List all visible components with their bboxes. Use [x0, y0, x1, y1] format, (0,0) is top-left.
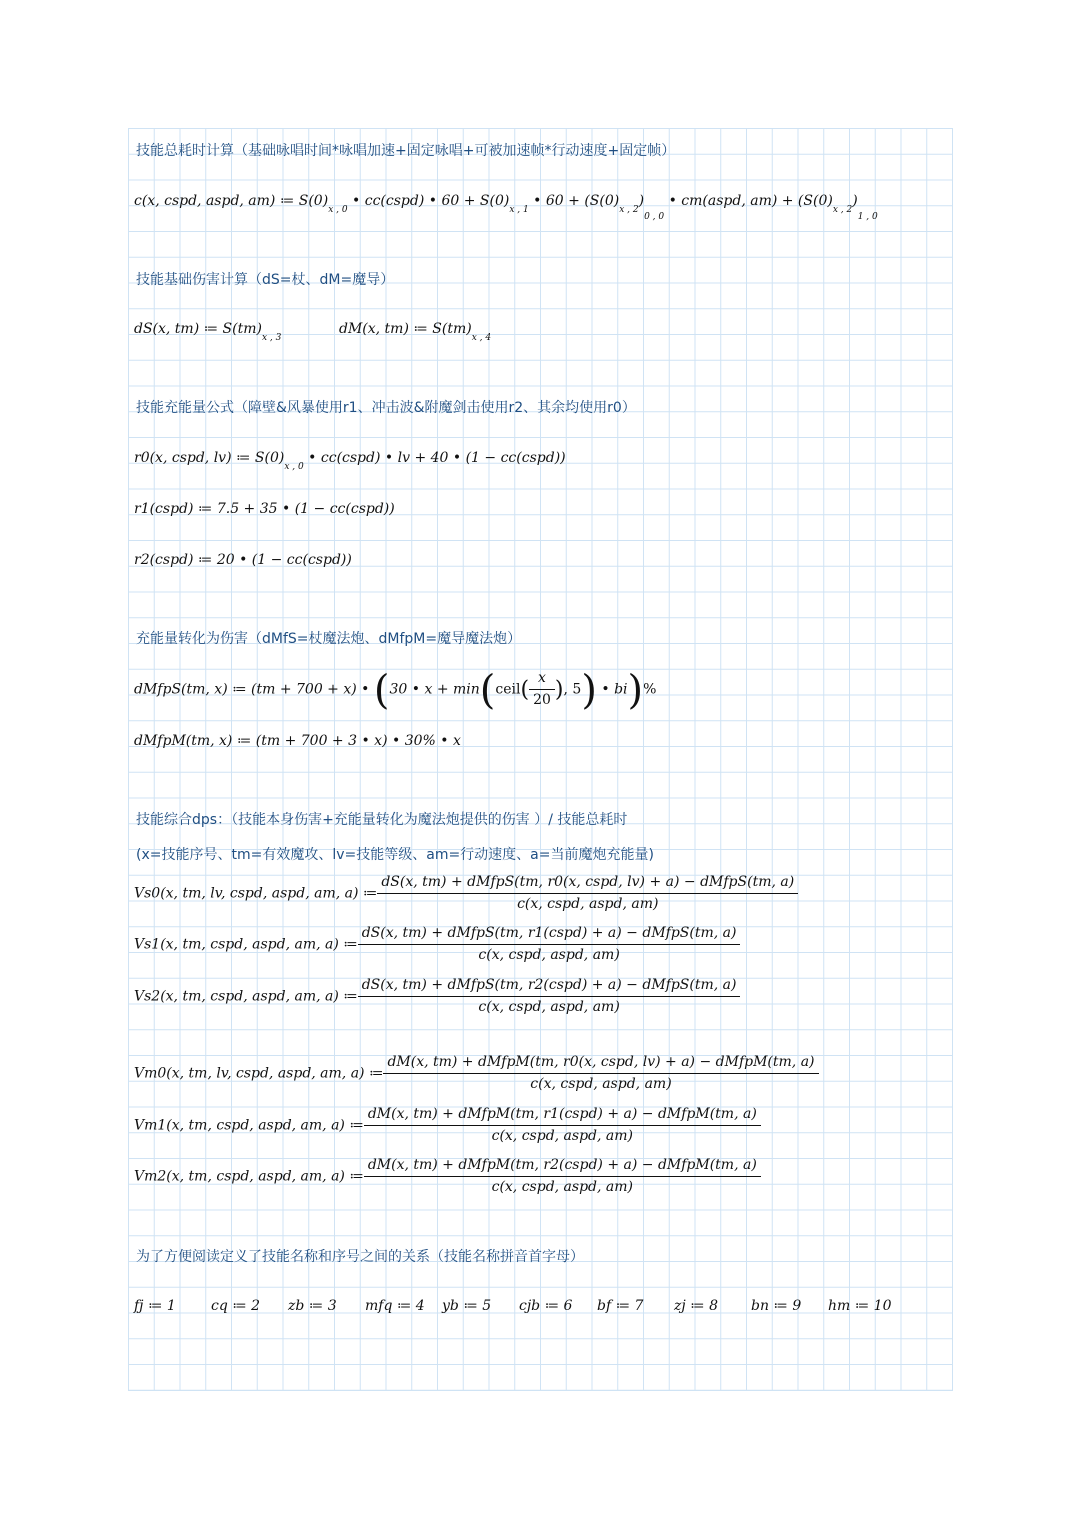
heading-charge-to-damage: 充能量转化为伤害（dMfS=杖魔法炮、dMfpM=魔导魔法炮） [136, 631, 522, 647]
formula-dS: dS(x, tm) ≔ $S(tm)_{x , 3}$ [134, 321, 282, 343]
formula-vs1: Vs1(x, tm, cspd, aspd, am, a) ≔ $\frac{\text{dS(x, tm) + dMfpS(tm, r1(cspd) + a) − dMfpS(tm, a)}}{\text{c(x, cspd, aspd, am)}}$ [134, 925, 740, 964]
skill-def-fj: fj ≔ 1 [134, 1298, 176, 1314]
formula-r2: r2(cspd) ≔ 20 • (1 − cc(cspd)) [134, 552, 352, 568]
skill-def-hm: hm ≔ 10 [828, 1298, 892, 1314]
heading-skill-mapping: 为了方便阅读定义了技能名称和序号之间的关系（技能名称拼音首字母） [136, 1249, 584, 1265]
heading-charge: 技能充能量公式（障壁&风暴使用r1、冲击波&附魔剑击使用r2、其余均使用r0） [136, 400, 636, 416]
formula-vm1: Vm1(x, tm, cspd, aspd, am, a) ≔ $\frac{\text{dM(x, tm) + dMfpM(tm, r1(cspd) + a) − dMfpM(tm, a)}}{\text{c(x, cspd, aspd, am)}}$ [134, 1106, 761, 1145]
heading-base-damage: 技能基础伤害计算（dS=杖、dM=魔导） [136, 272, 395, 288]
formula-c: c(x, cspd, aspd, am) ≔ $S(0)_{x , 0}$ • cc(cspd) • $60 + S(0)_{x , 1}$ • $60 + (S(0)_{x , 2})_{0 , 0}$ • cm(aspd, $am) + (S(0)_{x , 2})_{1 , 0}$ [134, 193, 878, 222]
formula-vs0: Vs0(x, tm, lv, cspd, aspd, am, a) ≔ $\frac{\text{dS(x, tm) + dMfpS(tm, r0(x, cspd, lv) + a) − dMfpS(tm, a)}}{\text{c(x, cspd, aspd, am)}}$ [134, 874, 798, 913]
skill-def-mfq: mfq ≔ 4 [365, 1298, 425, 1314]
skill-def-cjb: cjb ≔ 6 [519, 1298, 573, 1314]
skill-def-bf: bf ≔ 7 [597, 1298, 644, 1314]
formula-vm0: Vm0(x, tm, lv, cspd, aspd, am, a) ≔ $\frac{\text{dM(x, tm) + dMfpM(tm, r0(x, cspd, lv) + a) − dMfpM(tm, a)}}{\text{c(x, cspd, aspd, am)}}$ [134, 1054, 819, 1093]
heading-dps: 技能综合dps：（技能本身伤害+充能量转化为魔法炮提供的伤害 ）/ 技能总耗时 [136, 812, 628, 828]
formula-r1: r1(cspd) ≔ 7.5 + 35 • (1 − cc(cspd)) [134, 501, 395, 517]
heading-variables: (x=技能序号、tm=有效魔攻、lv=技能等级、am=行动速度、a=当前魔炮充能量) [136, 847, 654, 863]
heading-total-time: 技能总耗时计算（基础咏唱时间*咏唱加速+固定咏唱+可被加速帧*行动速度+固定帧） [136, 143, 676, 159]
skill-def-bn: bn ≔ 9 [751, 1298, 802, 1314]
formula-vs2: Vs2(x, tm, cspd, aspd, am, a) ≔ $\frac{\text{dS(x, tm) + dMfpS(tm, r2(cspd) + a) − dMfpS(tm, a)}}{\text{c(x, cspd, aspd, am)}}$ [134, 977, 740, 1016]
formula-dMfpM: dMfpM(tm, x) ≔ (tm + 700 + 3 • x) • 30% • x [134, 733, 461, 749]
skill-def-zb: zb ≔ 3 [288, 1298, 337, 1314]
formula-vm2: Vm2(x, tm, cspd, aspd, am, a) ≔ $\frac{\text{dM(x, tm) + dMfpM(tm, r2(cspd) + a) − dMfpM(tm, a)}}{\text{c(x, cspd, aspd, am)}}$ [134, 1157, 761, 1196]
formula-dM: dM(x, tm) ≔ $S(tm)_{x , 4}$ [339, 321, 492, 343]
worksheet-grid [128, 128, 953, 1391]
skill-def-zj: zj ≔ 8 [674, 1298, 718, 1314]
formula-r0: r0(x, cspd, lv) ≔ $S(0)_{x , 0}$ • cc(cspd) • lv + 40 • (1 − cc(cspd)) [134, 450, 566, 472]
skill-def-yb: yb ≔ 5 [442, 1298, 492, 1314]
skill-def-cq: cq ≔ 2 [211, 1298, 261, 1314]
formula-dMfpS: dMfpS(tm, x) ≔ (tm + 700 + x) • (30 • x + min(ceil( $\frac{x}{20}$ ), 5) • bi)% [134, 667, 657, 714]
